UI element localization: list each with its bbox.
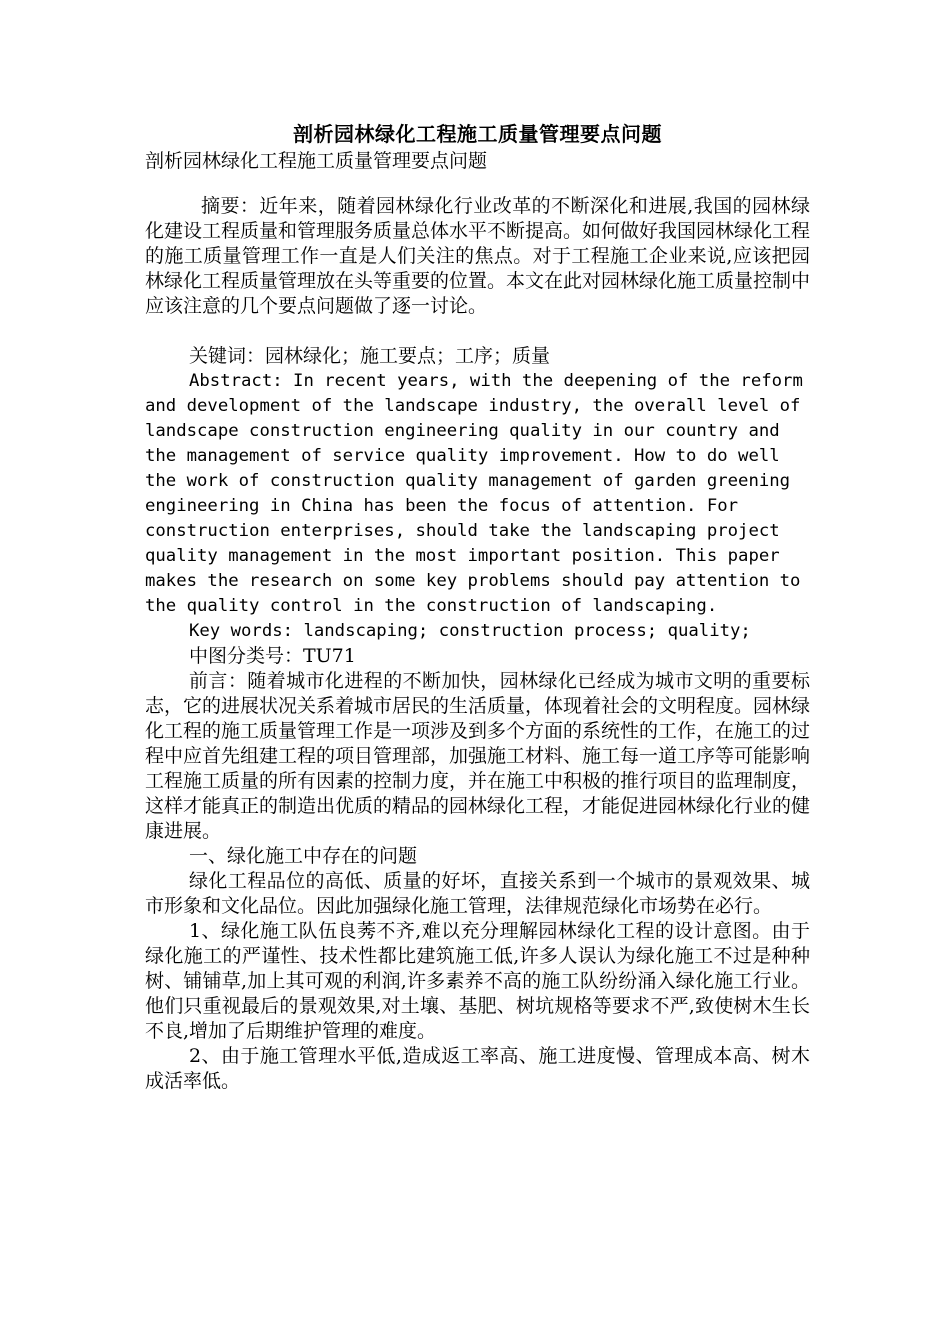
point-1-paragraph: 1、绿化施工队伍良莠不齐,难以充分理解园林绿化工程的设计意图。由于绿化施工的严谨性、技术性都比建筑施工低,许多人误认为绿化施工不过是种种树、铺铺草,加上其可观的利润,许多素养不高的施工队纷纷涌入绿化施工行业。他们只重视最后的景观效果,对土壤、基肥、树坑规格等要求不严,致使树木生长不良,增加了后期维护管理的难度。	[145, 920, 810, 1042]
document-page	[145, 120, 810, 1094]
document-title: 剖析园林绿化工程施工质量管理要点问题	[293, 122, 662, 146]
abstract-chinese: 摘要：近年来，随着园林绿化行业改革的不断深化和进展,我国的园林绿化建设工程质量和管理服务质量总体水平不断提高。如何做好我国园林绿化工程的施工质量管理工作一直是人们关注的焦点。对于工程施工企业来说,应该把园林绿化工程质量管理放在头等重要的位置。本文在此对园林绿化施工质量控制中应该注意的几个要点问题做了逐一讨论。	[145, 195, 811, 317]
document-subtitle: 剖析园林绿化工程施工质量管理要点问题	[145, 150, 488, 172]
keywords-english: Key words: landscaping; construction process; quality;	[189, 621, 751, 641]
point-2-paragraph: 2、由于施工管理水平低,造成返工率高、施工进度慢、管理成本高、树木成活率低。	[145, 1045, 810, 1092]
abstract-english: Abstract: In recent years, with the deepening of the reform and development of the landscape industry, the overall level of landscape construction engineering quality in our country and the management of service quality improvement. How to do well the work of construction quality management of garden greening engineering in China has been the focus of attention. For construction enterprises, should take the landscaping project quality management in the most important position. This paper makes the research on some key problems should pay attention to the quality control in the construction of landscaping.	[145, 371, 803, 616]
classification-number: 中图分类号：TU71	[189, 645, 356, 667]
preface-paragraph: 前言：随着城市化进程的不断加快，园林绿化已经成为城市文明的重要标志，它的进展状况关系着城市居民的生活质量，体现着社会的文明程度。园林绿化工程的施工质量管理工作是一项涉及到多个方面的系统性的工作，在施工的过程中应首先组建工程的项目管理部，加强施工材料、施工每一道工序等可能影响工程施工质量的所有因素的控制力度，并在施工中积极的推行项目的监理制度，这样才能真正的制造出优质的精品的园林绿化工程，才能促进园林绿化行业的健康进展。	[145, 670, 811, 842]
section-heading: 一、绿化施工中存在的问题	[189, 845, 418, 867]
keywords-chinese: 关键词：园林绿化；施工要点；工序；质量	[189, 345, 551, 367]
section-intro-paragraph: 绿化工程品位的高低、质量的好坏，直接关系到一个城市的景观效果、城市形象和文化品位。因此加强绿化施工管理，法律规范绿化市场势在必行。	[145, 870, 810, 917]
